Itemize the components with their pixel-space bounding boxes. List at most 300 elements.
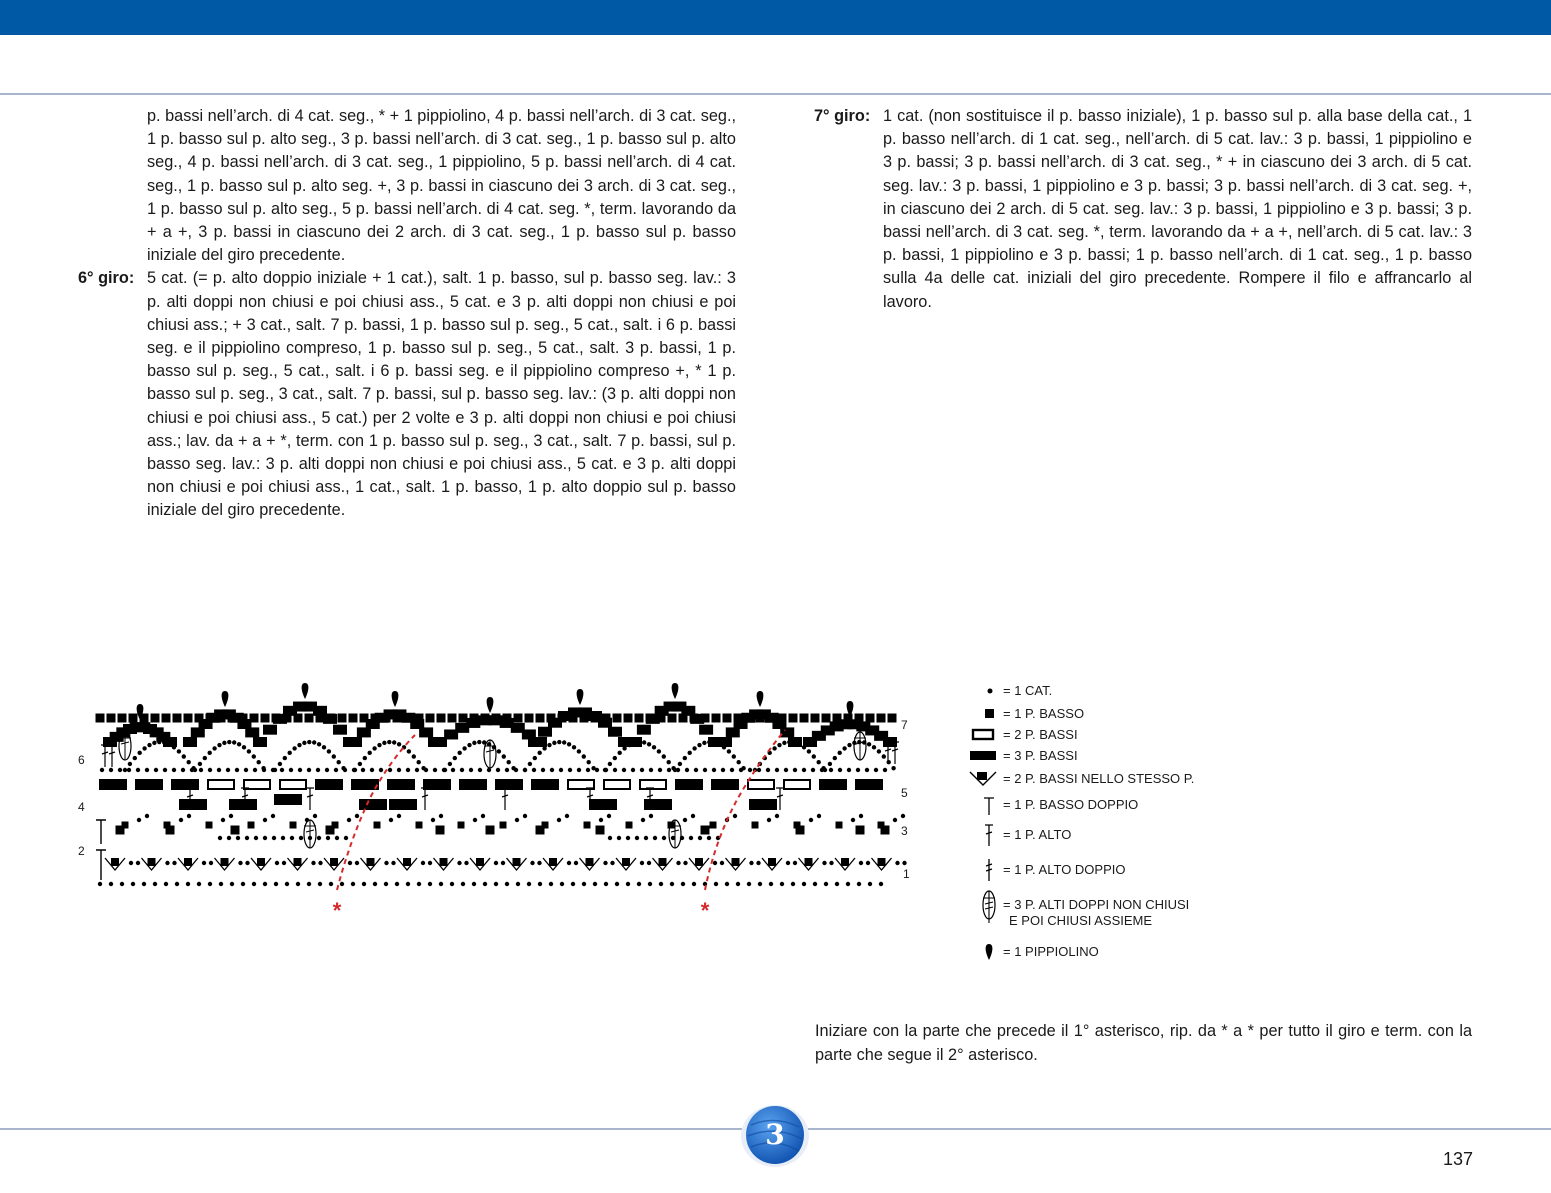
chain-stitch xyxy=(355,861,359,865)
chain-stitch xyxy=(683,818,687,822)
row6-arch-chain xyxy=(147,743,151,747)
row7-edge xyxy=(118,714,127,723)
picot-icon xyxy=(968,941,998,963)
row6-arch-chain xyxy=(477,740,481,744)
row-label-5: 5 xyxy=(901,786,908,800)
row5-chain xyxy=(397,768,401,772)
row5-chain xyxy=(100,768,104,772)
row7-edge xyxy=(415,714,424,723)
chain-stitch xyxy=(809,818,813,822)
foundation-chain xyxy=(846,882,850,886)
row5-chain xyxy=(685,768,689,772)
sc-increase-square xyxy=(184,858,192,866)
row3-sc xyxy=(856,826,865,835)
chain-stitch xyxy=(187,814,191,818)
foundation-chain xyxy=(868,882,872,886)
row4-dc xyxy=(501,788,509,810)
foundation-chain xyxy=(362,882,366,886)
row7-edge xyxy=(426,714,435,723)
row5-chain xyxy=(244,768,248,772)
row4-bar xyxy=(390,800,416,809)
row5-chain xyxy=(145,768,149,772)
chain-stitch xyxy=(607,814,611,818)
row5-chain xyxy=(172,768,176,772)
row7-sc xyxy=(358,728,370,736)
row7-edge xyxy=(580,714,589,723)
foundation-chain xyxy=(626,882,630,886)
row5-chain xyxy=(541,768,545,772)
row6-arch-chain xyxy=(667,760,671,764)
row5-chain xyxy=(163,768,167,772)
row6-arch-chain xyxy=(772,746,776,750)
foundation-chain xyxy=(263,882,267,886)
asterisk-1: * xyxy=(332,898,342,923)
sc-increase-square xyxy=(257,858,265,866)
row6-arch-chain xyxy=(242,745,246,749)
row3-chain xyxy=(254,836,258,840)
row6-arch-chain xyxy=(547,743,551,747)
foundation-chain xyxy=(219,882,223,886)
chain-stitch xyxy=(775,814,779,818)
row7-edge xyxy=(855,714,864,723)
row6-arch-chain xyxy=(472,741,476,745)
foundation-chain xyxy=(109,882,113,886)
row6-arch-chain xyxy=(807,749,811,753)
row5-chain xyxy=(631,768,635,772)
row5-chain xyxy=(847,768,851,772)
row6-arch-chain xyxy=(732,754,736,758)
legend-row-exsc xyxy=(968,794,1268,816)
repeat-line-1 xyxy=(337,735,415,890)
row6-arch-chain xyxy=(538,751,542,755)
row6-arch-chain xyxy=(387,740,391,744)
chain-dot-icon xyxy=(968,680,998,702)
round7-label: 7° giro: xyxy=(814,107,871,125)
left-column xyxy=(78,105,736,523)
legend-label: = 3 P. BASSI xyxy=(1003,748,1078,763)
row5-chain xyxy=(568,768,572,772)
round6-label: 6° giro: xyxy=(78,269,135,288)
row3-chain xyxy=(689,836,693,840)
row5-chain xyxy=(613,768,617,772)
chain-stitch xyxy=(713,861,717,865)
foundation-chain xyxy=(714,882,718,886)
row7-edge xyxy=(547,714,556,723)
row6-arch-chain xyxy=(817,760,821,764)
foundation-chain xyxy=(439,882,443,886)
foundation-chain xyxy=(637,882,641,886)
row6-arch-chain xyxy=(642,740,646,744)
foundation-chain xyxy=(582,882,586,886)
foundation-chain xyxy=(571,882,575,886)
legend-row-picot xyxy=(968,941,1268,963)
foundation-chain xyxy=(142,882,146,886)
chain-stitch xyxy=(599,818,603,822)
row7-sc xyxy=(184,738,196,746)
row-label-6: 6 xyxy=(78,753,85,767)
row5-chain xyxy=(757,768,761,772)
row7-edge xyxy=(635,714,644,723)
row6-arch-chain xyxy=(511,766,515,770)
row3-chain xyxy=(653,836,657,840)
asterisk-2: * xyxy=(700,898,710,923)
row5-chain xyxy=(433,768,437,772)
chain-stitch xyxy=(494,861,498,865)
row4-sc xyxy=(458,822,465,829)
chain-stitch xyxy=(229,814,233,818)
sc-increase-square xyxy=(805,858,813,866)
foundation-chain xyxy=(417,882,421,886)
foundation-chain xyxy=(494,882,498,886)
row5-chain xyxy=(325,768,329,772)
row6-arch-chain xyxy=(812,754,816,758)
chain-stitch xyxy=(895,861,899,865)
row-label-1: 1 xyxy=(903,867,910,881)
row7-edge xyxy=(701,714,710,723)
top-rule xyxy=(0,93,1551,95)
row7-edge xyxy=(888,714,897,723)
row6-arch-chain xyxy=(261,766,265,770)
sc-increase-square xyxy=(221,858,229,866)
row5-chain xyxy=(577,768,581,772)
row6-arch-chain xyxy=(702,741,706,745)
row5-chain xyxy=(838,768,842,772)
row4-sc xyxy=(836,822,843,829)
sc-increase-square xyxy=(403,858,411,866)
row6-arch-chain xyxy=(647,742,651,746)
row4-bar xyxy=(230,800,256,809)
row5-chain xyxy=(370,768,374,772)
sc-increase-square xyxy=(732,858,740,866)
row7-sc xyxy=(539,728,551,736)
row5-3sc xyxy=(136,780,162,789)
chain-stitch xyxy=(649,814,653,818)
row5-chain xyxy=(784,768,788,772)
row6-arch-chain xyxy=(833,756,837,760)
row5-3sc xyxy=(820,780,846,789)
row6-arch-chain xyxy=(382,741,386,745)
row5-3sc xyxy=(172,780,198,789)
row7-edge xyxy=(305,714,314,723)
foundation-chain xyxy=(131,882,135,886)
row7-edge xyxy=(536,714,545,723)
row7-edge xyxy=(184,714,193,723)
row5-chain xyxy=(469,768,473,772)
sc-increase-square xyxy=(148,858,156,866)
foundation-chain xyxy=(252,882,256,886)
row-label-4: 4 xyxy=(78,800,85,814)
row7-sc xyxy=(164,738,176,746)
row6-arch-chain xyxy=(317,742,321,746)
chain-stitch xyxy=(749,861,753,865)
row7-picot xyxy=(577,689,584,705)
foundation-chain xyxy=(824,882,828,886)
chain-stitch xyxy=(275,861,279,865)
row3-chain xyxy=(227,836,231,840)
row7-sc xyxy=(789,738,801,746)
legend-row-3sc xyxy=(968,745,1268,767)
row6-arch-chain xyxy=(297,743,301,747)
row5-chain xyxy=(136,768,140,772)
chain-stitch xyxy=(202,861,206,865)
row5-chain xyxy=(181,768,185,772)
row5-chain xyxy=(694,768,698,772)
sc-increase-icon xyxy=(968,768,998,790)
row7-edge xyxy=(734,714,743,723)
row4-sc xyxy=(878,822,885,829)
chain-stitch xyxy=(473,818,477,822)
row5-3sc xyxy=(856,780,882,789)
foundation-chain xyxy=(384,882,388,886)
chain-stitch xyxy=(313,814,317,818)
chain-stitch xyxy=(428,861,432,865)
legend-label: = 3 P. ALTI DOPPI NON CHIUSI xyxy=(1003,897,1190,912)
row5-chain xyxy=(730,768,734,772)
chain-stitch xyxy=(829,861,833,865)
foundation-chain xyxy=(505,882,509,886)
chain-stitch xyxy=(733,814,737,818)
chain-stitch xyxy=(786,861,790,865)
row6-arch-chain xyxy=(327,749,331,753)
sc-increase-square xyxy=(659,858,667,866)
chain-stitch xyxy=(691,814,695,818)
row5-2sc xyxy=(280,780,306,789)
row7-edge xyxy=(723,714,732,723)
row7-edge xyxy=(591,714,600,723)
foundation-chain xyxy=(879,882,883,886)
row5-chain xyxy=(550,768,554,772)
row6-arch-chain xyxy=(322,745,326,749)
row5-3sc xyxy=(388,780,414,789)
three-single-crochet-icon xyxy=(968,745,998,767)
chain-stitch xyxy=(209,861,213,865)
foundation-chain xyxy=(329,882,333,886)
row5-chain xyxy=(109,768,113,772)
row6-arch-chain xyxy=(417,760,421,764)
row5-chain xyxy=(460,768,464,772)
row7-sc xyxy=(629,738,641,746)
legend-row-cluster xyxy=(968,894,1268,934)
row7-edge xyxy=(833,714,842,723)
chain-stitch xyxy=(515,818,519,822)
row7-edge xyxy=(503,714,512,723)
row3-chain xyxy=(299,836,303,840)
row6-arch-chain xyxy=(278,762,282,766)
row7-edge xyxy=(470,714,479,723)
row3-chain xyxy=(326,836,330,840)
row6-arch-chain xyxy=(467,743,471,747)
foundation-chain xyxy=(120,882,124,886)
row5-chain xyxy=(415,768,419,772)
chain-stitch xyxy=(866,861,870,865)
row4-sc xyxy=(584,822,591,829)
row6-arch-chain xyxy=(891,766,895,770)
foundation-chain xyxy=(373,882,377,886)
legend-label: = 1 CAT. xyxy=(1003,683,1053,698)
row6-arch-chain xyxy=(372,746,376,750)
row7-edge xyxy=(811,714,820,723)
row7-edge xyxy=(206,714,215,723)
row7-edge xyxy=(283,714,292,723)
row6-arch-chain xyxy=(152,741,156,745)
row6-arch-chain xyxy=(777,743,781,747)
foundation-chain xyxy=(351,882,355,886)
row7-edge xyxy=(789,714,798,723)
row7-sc xyxy=(727,728,739,736)
row5-chain xyxy=(748,768,752,772)
chain-stitch xyxy=(431,818,435,822)
row5-chain xyxy=(622,768,626,772)
chain-stitch xyxy=(391,861,395,865)
row6-arch-chain xyxy=(782,741,786,745)
foundation-chain xyxy=(604,882,608,886)
row5-chain xyxy=(280,768,284,772)
row7-edge xyxy=(382,714,391,723)
foundation-chain xyxy=(791,882,795,886)
row5-chain xyxy=(253,768,257,772)
round7-paragraph xyxy=(814,105,1472,314)
row7-edge xyxy=(668,714,677,723)
row4-sc xyxy=(710,822,717,829)
row3-chain xyxy=(335,836,339,840)
chain-stitch xyxy=(165,861,169,865)
row7-edge xyxy=(173,714,182,723)
row6-arch-chain xyxy=(337,760,341,764)
chain-stitch xyxy=(767,818,771,822)
row5-chain xyxy=(334,768,338,772)
row7-edge xyxy=(767,714,776,723)
row4-sc xyxy=(794,822,801,829)
row3-chain xyxy=(317,836,321,840)
chapter-number: 3 xyxy=(765,1118,785,1151)
legend-label: = 1 P. BASSO DOPPIO xyxy=(1003,797,1139,812)
row6-arch-chain xyxy=(377,743,381,747)
row5-3sc xyxy=(712,780,738,789)
row6-arch-chain xyxy=(737,760,741,764)
legend-label: = 1 PIPPIOLINO xyxy=(1003,944,1099,959)
row6-arch-chain xyxy=(591,766,595,770)
header-bar xyxy=(0,0,1551,35)
row7-edge xyxy=(162,714,171,723)
row6-arch-chain xyxy=(177,749,181,753)
chain-stitch xyxy=(137,818,141,822)
legend-label: = 1 P. ALTO DOPPIO xyxy=(1003,862,1126,877)
row4-sc xyxy=(416,822,423,829)
row7-edge xyxy=(338,714,347,723)
row5-2sc xyxy=(748,780,774,789)
chain-stitch xyxy=(557,818,561,822)
sc-increase-square xyxy=(549,858,557,866)
row4-sc xyxy=(122,822,129,829)
row7-edge xyxy=(393,714,402,723)
row6-arch-chain xyxy=(203,756,207,760)
row6-arch-chain xyxy=(678,762,682,766)
row4-bar xyxy=(275,795,301,804)
sc-increase-square xyxy=(841,858,849,866)
foundation-chain xyxy=(802,882,806,886)
row3-chain xyxy=(272,836,276,840)
foundation-chain xyxy=(98,882,102,886)
row6-arch-chain xyxy=(193,768,197,772)
row5-chain xyxy=(208,768,212,772)
row6-arch-chain xyxy=(353,768,357,772)
row7-edge xyxy=(646,714,655,723)
row4-dc xyxy=(306,788,314,810)
foundation-chain xyxy=(395,882,399,886)
legend-row-tr xyxy=(968,859,1268,881)
row7-sc xyxy=(529,738,541,746)
chain-stitch xyxy=(457,861,461,865)
row6-arch-chain xyxy=(557,740,561,744)
foundation-chain xyxy=(835,882,839,886)
row6-arch-chain xyxy=(528,762,532,766)
row5-chain xyxy=(226,768,230,772)
foundation-chain xyxy=(549,882,553,886)
row6-arch-chain xyxy=(533,756,537,760)
row5-chain xyxy=(478,768,482,772)
row4-bar xyxy=(750,800,776,809)
row4-bar xyxy=(360,800,386,809)
right-column xyxy=(814,105,1472,314)
row7-edge xyxy=(107,714,116,723)
row4-sc xyxy=(332,822,339,829)
row3-sc xyxy=(486,826,495,835)
row6-arch-chain xyxy=(673,768,677,772)
row7-edge xyxy=(712,714,721,723)
row7-sc xyxy=(349,738,361,746)
row7-edge xyxy=(327,714,336,723)
row5-chain xyxy=(388,768,392,772)
row6-arch-chain xyxy=(453,756,457,760)
row7-edge xyxy=(151,714,160,723)
row6-arch-chain xyxy=(227,740,231,744)
crochet-chart xyxy=(60,680,910,930)
chain-stitch xyxy=(464,861,468,865)
row3-chain xyxy=(245,836,249,840)
treble-crochet-icon xyxy=(968,859,998,881)
chain-stitch xyxy=(179,818,183,822)
row6-arch-chain xyxy=(133,756,137,760)
row5-chain xyxy=(829,768,833,772)
row6-arch-chain xyxy=(872,745,876,749)
row6-arch-chain xyxy=(288,751,292,755)
row5-chain xyxy=(217,768,221,772)
foundation-chain xyxy=(208,882,212,886)
row6-arch-chain xyxy=(603,768,607,772)
foundation-chain xyxy=(307,882,311,886)
row7-sc xyxy=(638,726,650,734)
row7-edge xyxy=(690,714,699,723)
sc-increase-square xyxy=(294,858,302,866)
foundation-chain xyxy=(450,882,454,886)
row6-arch-chain xyxy=(507,760,511,764)
row7-edge xyxy=(250,714,259,723)
row5-3sc xyxy=(460,780,486,789)
row5-chain xyxy=(118,768,122,772)
row5-3sc xyxy=(532,780,558,789)
row6-arch-chain xyxy=(392,740,396,744)
row7-edge xyxy=(558,714,567,723)
chain-stitch xyxy=(282,861,286,865)
row6-arch-chain xyxy=(497,749,501,753)
row6-arch-chain xyxy=(212,746,216,750)
extended-sc-icon xyxy=(968,794,998,816)
row6-arch-chain xyxy=(232,740,236,744)
round6-paragraph xyxy=(78,267,736,522)
row6-arch-chain xyxy=(562,740,566,744)
row7-sc xyxy=(719,738,731,746)
row6-arch-chain xyxy=(572,745,576,749)
